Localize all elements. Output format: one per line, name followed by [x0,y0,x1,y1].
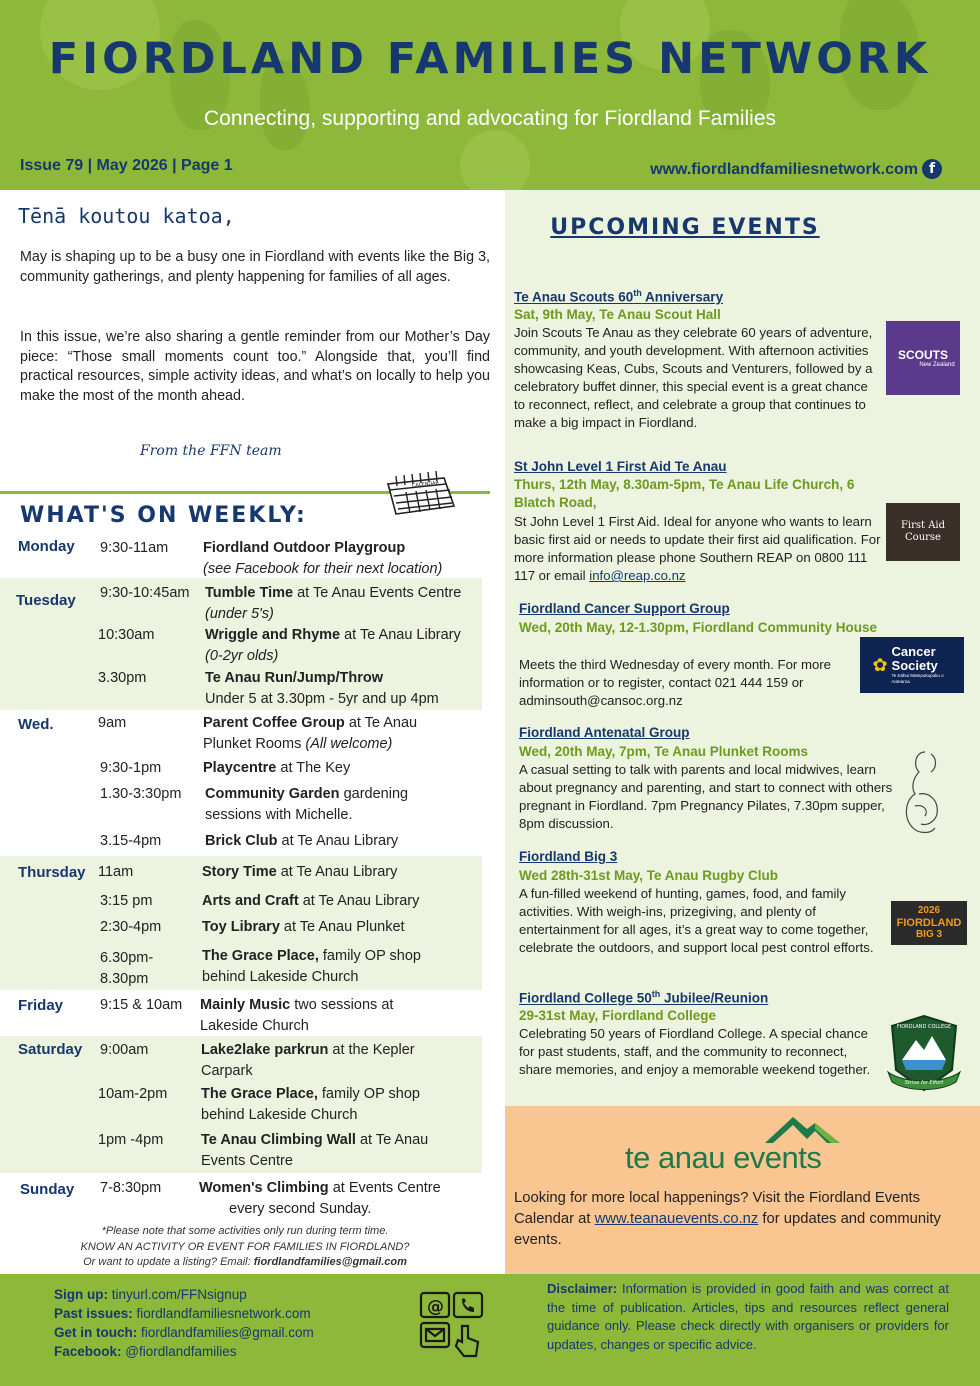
activity-time: 9:30-1pm [100,760,162,776]
activity-time: 9:30-10:45am [100,585,190,601]
event-title-big3[interactable]: Fiordland Big 3 [519,849,618,864]
footer-facebook[interactable]: Facebook: @fiordlandfamilies [54,1344,237,1359]
intro-paragraph: May is shaping up to be a busy one in Fiordland with events like the Big 3, community gatherings, and plenty happening for families of all ages. [20,249,490,285]
event-description: Meets the third Wednesday of every month. For more information or to register, contact 021 444 159 or adminsouth@cansoc.org.nz [519,657,831,708]
activity-time: 9:00am [100,1042,149,1058]
contact-icons [418,1290,488,1360]
activity: Brick Club at Te Anau Library [205,833,399,849]
pregnant-woman-icon [895,748,960,840]
activity-time: 2:30-4pm [100,919,162,935]
event-when: Sat, 9th May, Te Anau Scout Hall [514,307,721,322]
activity: Parent Coffee Group at Te Anau Plunket Rooms (All welcome) [203,715,418,752]
event-title-cancer-support[interactable]: Fiordland Cancer Support Group [519,601,730,616]
activity: The Grace Place, family OP shop behind Lakeside Church [201,1086,420,1123]
fiordland-college-logo [884,1010,964,1098]
weekly-title: WHAT'S ON WEEKLY: [20,503,307,528]
event-description: Celebrating 50 years of Fiordland College. A special chance for past students, staff, and the community to reconnect, share memories, and enjoy a memorable weekend together. [519,1026,871,1077]
schedule-note: *Please note that some activities only run during term time. KNOW AN ACTIVITY OR EVENT FOR FAMILIES IN FIORDLAND? Or want to update a listing? Email: fiordlandfamilies@gmail.com [80,1225,410,1268]
footer-signup[interactable]: Sign up: tinyurl.com/FFNsignup [54,1287,247,1302]
event-description: Join Scouts Te Anau as they celebrate 60 years of adventure, community, and youth development. With afternoon activities showcasing Keas, Cubs, Scouts and Venturers, followed by a celebratory buffet dinner, this special event is a great chance to reconnect, reflect, and celebrate a group that continues to make a big impact in Fiordland. [514,325,873,430]
activity-time: 10:30am [98,627,155,643]
activity-time: 3:15 pm [100,893,153,909]
event-when: Wed 28th-31st May, Te Anau Rugby Club [519,868,779,883]
activity-time: 9:15 & 10am [100,997,183,1013]
first-aid-logo: First Aid Course [886,503,960,561]
event-description: St John Level 1 First Aid. Ideal for anyone who wants to learn basic first aid or needs to update their first aid qualification. For more information please phone Southern REAP on 0800 111 117 or email info@reap.co.nz [514,514,881,583]
day-label: Thursday [18,864,86,881]
newsletter-subtitle: Connecting, supporting and advocating for Fiordland Families [204,107,776,130]
teanau-events-logo: te anau events [625,1140,822,1175]
svg-text:FIORDLAND COLLEGE: FIORDLAND COLLEGE [896,1024,952,1030]
activity: Tumble Time at Te Anau Events Centre (under 5's) [205,585,462,622]
activity: Fiordland Outdoor Playgroup (see Facebook for their next location) [203,540,443,577]
issue-info: Issue 79 | May 2026 | Page 1 [20,157,233,174]
activity-time: 9am [98,715,127,731]
activity: Community Garden gardening sessions with Michelle. [205,786,409,823]
event-when: Wed, 20th May, 7pm, Te Anau Plunket Rooms [519,744,809,759]
activity: Wriggle and Rhyme at Te Anau Library (0-2yr olds) [205,627,461,664]
big3-logo: 2026 FIORDLAND BIG 3 [891,901,967,945]
event-when: Thurs, 12th May, 8.30am-5pm, Te Anau Life Church, 6 Blatch Road, [514,477,855,510]
activity-time: 10am-2pm [98,1086,168,1102]
activity: The Grace Place, family OP shop behind Lakeside Church [202,948,421,985]
activity-time: 6.30pm- 8.30pm [100,950,154,987]
newsletter-title: FIORDLAND FAMILIES NETWORK [48,34,932,84]
signoff: From the FFN team [140,443,282,459]
day-label: Monday [18,538,75,555]
event-title-antenatal[interactable]: Fiordland Antenatal Group [519,725,690,740]
activity: Story Time at Te Anau Library [202,864,398,880]
activity-time: 1pm -4pm [98,1132,164,1148]
day-label: Saturday [18,1041,83,1058]
activity-time: 11am [98,864,134,880]
activity: Te Anau Climbing Wall at Te Anau Events Centre [201,1132,429,1169]
greeting: Tēnā koutou katoa, [18,204,235,228]
day-label: Tuesday [16,592,76,609]
activity: Toy Library at Te Anau Plunket [202,919,405,935]
banner-decoration [460,130,530,190]
day-label: Wed. [18,716,54,733]
activity-time: 9:30-11am [100,540,169,556]
svg-text:CALENDAR: CALENDAR [411,480,440,489]
event-title-scouts[interactable]: Te Anau Scouts 60th Anniversary [514,288,724,305]
activity-time: 3.30pm [98,670,147,686]
website-link[interactable]: www.fiordlandfamiliesnetwork.com [650,161,918,178]
teanau-events-link[interactable]: www.teanauevents.co.nz [594,1211,759,1227]
day-label: Friday [18,997,64,1014]
event-when: 29-31st May, Fiordland College [519,1008,717,1023]
day-label: Sunday [20,1181,75,1198]
event-when: Wed, 20th May, 12-1.30pm, Fiordland Community House [519,620,878,635]
note-email-link[interactable]: fiordlandfamilies@gmail.com [253,1256,407,1268]
disclaimer: Disclaimer: Information is provided in good faith and was correct at the time of publication. Articles, tips and resources reflect general guidance only. Please check directly with organisers or providers for updates, changes or specific advice. [547,1281,949,1352]
facebook-icon[interactable]: f [922,159,942,179]
activity-time: 1.30-3:30pm [100,786,182,802]
svg-text:@: @ [427,1297,444,1317]
activity-time: 3.15-4pm [100,833,162,849]
cancer-society-logo: ✿ Cancer Society Te Kāhui Matepukupuku o Aotearoa [860,637,964,693]
activity: Mainly Music two sessions at Lakeside Church [200,997,394,1034]
event-title-college-jubilee[interactable]: Fiordland College 50th Jubilee/Reunion [519,989,769,1006]
footer-contact[interactable]: Get in touch: fiordlandfamilies@gmail.com [54,1325,314,1340]
activity: Lake2lake parkrun at the Kepler Carpark [201,1042,415,1079]
intro-paragraph: In this issue, we’re also sharing a gentle reminder from our Mother’s Day piece: “Those small moments count too.” Alongside that, you’ll find practical resources, simple activity ideas, and what’s on locally to help you make the most of the month ahead. [20,329,490,404]
calendar-icon [382,466,460,518]
events-title: UPCOMING EVENTS [550,215,820,240]
svg-text:Strive for Effort: Strive for Effort [904,1080,944,1086]
activity: Te Anau Run/Jump/Throw Under 5 at 3.30pm - 5yr and up 4pm [205,670,439,707]
event-description: A casual setting to talk with parents and local midwives, learn about pregnancy and parenting, and start to connect with others pregnant in Fiordland. 7pm Pregnancy Pilates, 7.30pm supper, 8pm discussion. [519,762,893,831]
teanau-events-text: Looking for more local happenings? Visit the Fiordland Events Calendar at www.teanauevents.co.nz for updates and community events. [514,1190,941,1248]
activity-time: 7-8:30pm [100,1180,162,1196]
email-link[interactable]: info@reap.co.nz [589,568,686,583]
activity: Women's Climbing at Events Centre every second Sunday. [199,1180,441,1217]
event-description: A fun-filled weekend of hunting, games, food, and family activities. With weigh-ins, prizegiving, and plenty of entertainment for all ages, it’s a great way to come together, celebrate the outdoors, and support local pest control efforts. [519,886,874,955]
event-title-first-aid[interactable]: St John Level 1 First Aid Te Anau [514,459,727,474]
footer-past-issues[interactable]: Past issues: fiordlandfamiliesnetwork.com [54,1306,311,1321]
scouts-logo: SCOUTS New Zealand [886,321,960,395]
activity: Playcentre at The Key [203,760,351,776]
activity: Arts and Craft at Te Anau Library [202,893,420,909]
